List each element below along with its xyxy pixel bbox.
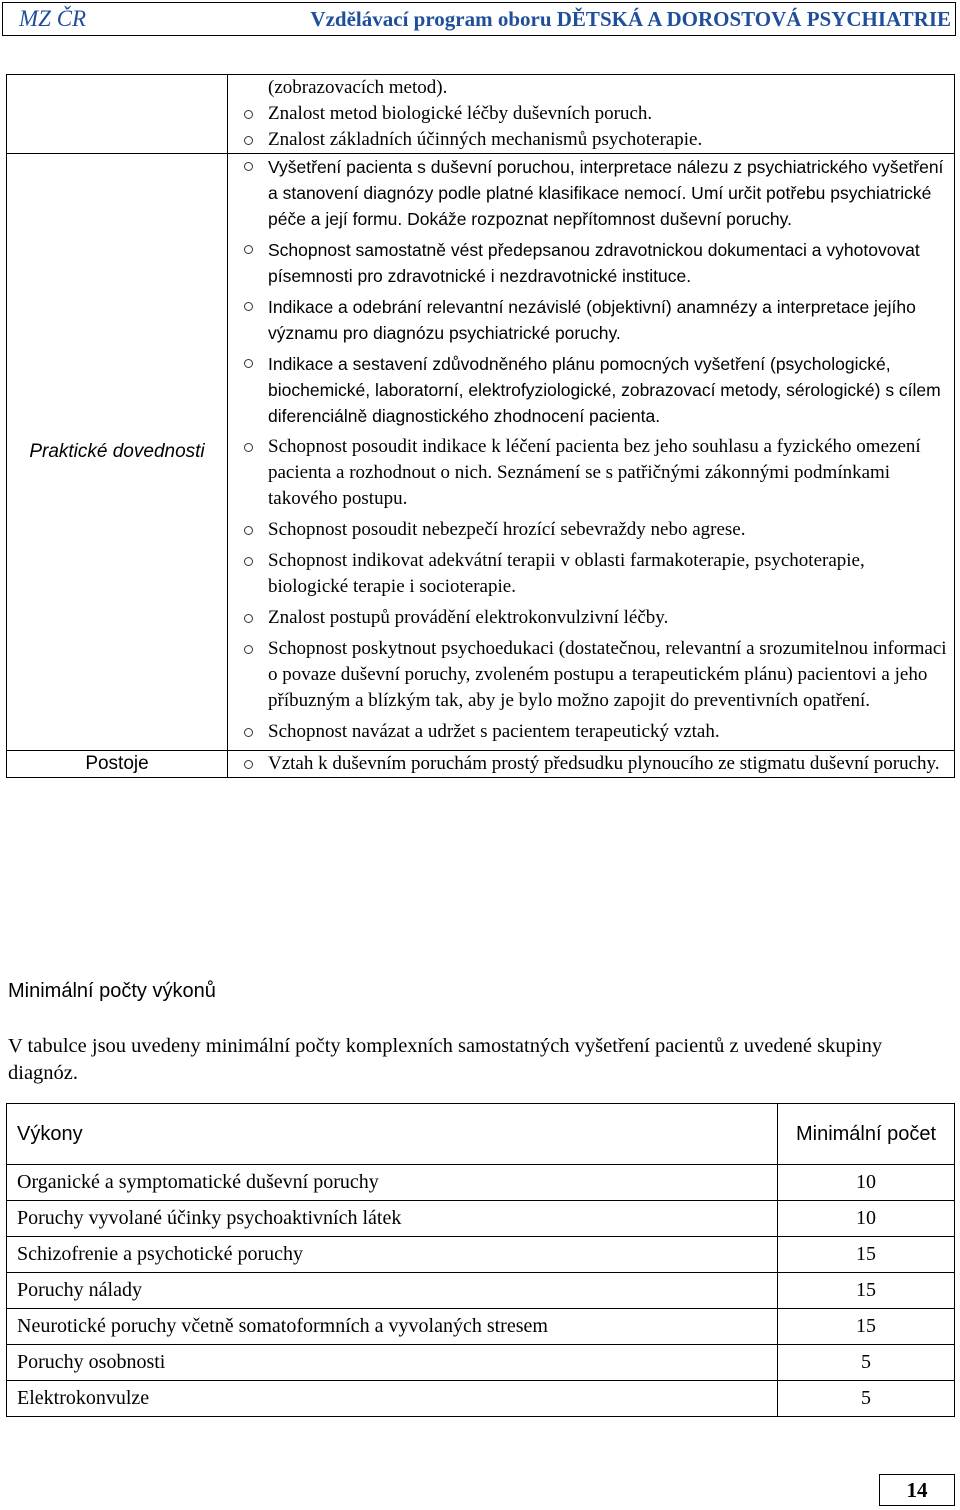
- list-item: Znalost postupů provádění elektrokonvulzivní léčby.: [268, 605, 948, 631]
- practical-list-serif: [228, 434, 954, 745]
- procedure-name: Elektrokonvulze: [7, 1381, 778, 1417]
- practical-list-sans: [228, 154, 954, 429]
- table-row: [7, 1381, 955, 1417]
- table-row-attitudes: [7, 751, 955, 778]
- list-item: Vztah k duševním poruchám prostý předsudku plynoucího ze stigmatu duševní poruchy.: [268, 751, 948, 777]
- procedure-count: 15: [778, 1309, 955, 1345]
- table-row: [7, 1309, 955, 1345]
- competencies-table: [6, 74, 955, 778]
- procedure-name: Poruchy nálady: [7, 1273, 778, 1309]
- table-header-row: [7, 1104, 955, 1165]
- procedure-count: 15: [778, 1273, 955, 1309]
- intro-paragraph: V tabulce jsou uvedeny minimální počty komplexních samostatných vyšetření pacientů z uvedené skupiny diagnóz.: [8, 1035, 883, 1084]
- attitudes-cell: [228, 751, 955, 778]
- procedure-name: Neurotické poruchy včetně somatoformních a vyvolaných stresem: [7, 1309, 778, 1345]
- empty-label-cell: [7, 75, 228, 154]
- table-row: [7, 1165, 955, 1201]
- min-counts-table: [6, 1103, 955, 1417]
- procedure-name: Poruchy vyvolané účinky psychoaktivních látek: [7, 1201, 778, 1237]
- list-item: Schopnost samostatně vést předepsanou zdravotnickou dokumentaci a vyhotovovat písemnosti pro zdravotnické i nezdravotnické instituce.: [268, 237, 948, 289]
- table-row-practical: [7, 154, 955, 751]
- list-item: Znalost metod biologické léčby duševních poruch.: [268, 101, 948, 127]
- list-item: Indikace a sestavení zdůvodněného plánu pomocných vyšetření (psychologické, biochemické, laboratorní, elektrofyziologické, zobrazovací metody, sérologické) s cílem diferenciálně diagnostického zhodnocení pacienta.: [268, 351, 948, 429]
- list-item: Schopnost posoudit nebezpečí hrozící sebevraždy nebo agrese.: [268, 517, 948, 543]
- table-row: [7, 1345, 955, 1381]
- page-header: [2, 2, 956, 36]
- procedure-name: Organické a symptomatické duševní poruchy: [7, 1165, 778, 1201]
- table-row: [7, 1237, 955, 1273]
- attitudes-list: [228, 751, 954, 777]
- procedure-name: Schizofrenie a psychotické poruchy: [7, 1237, 778, 1273]
- procedure-name: Poruchy osobnosti: [7, 1345, 778, 1381]
- list-item: Schopnost indikovat adekvátní terapii v oblasti farmakoterapie, psychoterapie, biologické terapie i socioterapie.: [268, 548, 948, 600]
- procedure-count: 10: [778, 1165, 955, 1201]
- continued-items-cell: [228, 75, 955, 154]
- header-program-title: Vzdělávací program oboru DĚTSKÁ A DOROSTOVÁ PSYCHIATRIE: [310, 6, 951, 31]
- list-item: Schopnost posoudit indikace k léčení pacienta bez jeho souhlasu a fyzického omezení pacienta a rozhodnout o nich. Seznámení se s patřičnými zákonnými podmínkami takového postupu.: [268, 434, 948, 512]
- page-number: 14: [879, 1474, 955, 1506]
- procedure-count: 15: [778, 1237, 955, 1273]
- list-item: Schopnost navázat a udržet s pacientem terapeutický vztah.: [268, 719, 948, 745]
- section-title: Minimální počty výkonů: [8, 980, 216, 1002]
- table-row: [7, 1201, 955, 1237]
- table-row-continued: [7, 75, 955, 154]
- list-item: (zobrazovacích metod).: [268, 77, 448, 98]
- table-row: [7, 1273, 955, 1309]
- min-count-header: Minimální počet: [778, 1104, 955, 1165]
- continued-list: [228, 75, 954, 153]
- header-ministry: MZ ČR: [19, 6, 87, 31]
- list-item: Schopnost poskytnout psychoedukaci (dostatečnou, relevantní a srozumitelnou informaci o povaze duševní poruchy, zvoleném postupu a terapeutickém plánu) pacientovi a jeho příbuzným a blízkým tak, aby je bylo možno zapojit do preventivních opatření.: [268, 636, 948, 714]
- procedures-header: Výkony: [7, 1104, 778, 1165]
- practical-skills-label: Praktické dovednosti: [7, 154, 228, 751]
- practical-skills-cell: [228, 154, 955, 751]
- procedure-count: 5: [778, 1381, 955, 1417]
- procedure-count: 5: [778, 1345, 955, 1381]
- attitudes-label: Postoje: [7, 751, 228, 778]
- list-item: Vyšetření pacienta s duševní poruchou, interpretace nálezu z psychiatrického vyšetření a stanovení diagnózy podle platné klasifikace nemocí. Umí určit potřebu psychiatrické péče a její formu. Dokáže rozpoznat nepřítomnost duševní poruchy.: [268, 154, 948, 232]
- procedure-count: 10: [778, 1201, 955, 1237]
- list-item: Znalost základních účinných mechanismů psychoterapie.: [268, 127, 948, 153]
- list-item: Indikace a odebrání relevantní nezávislé (objektivní) anamnézy a interpretace jejího významu pro diagnózu psychiatrické poruchy.: [268, 294, 948, 346]
